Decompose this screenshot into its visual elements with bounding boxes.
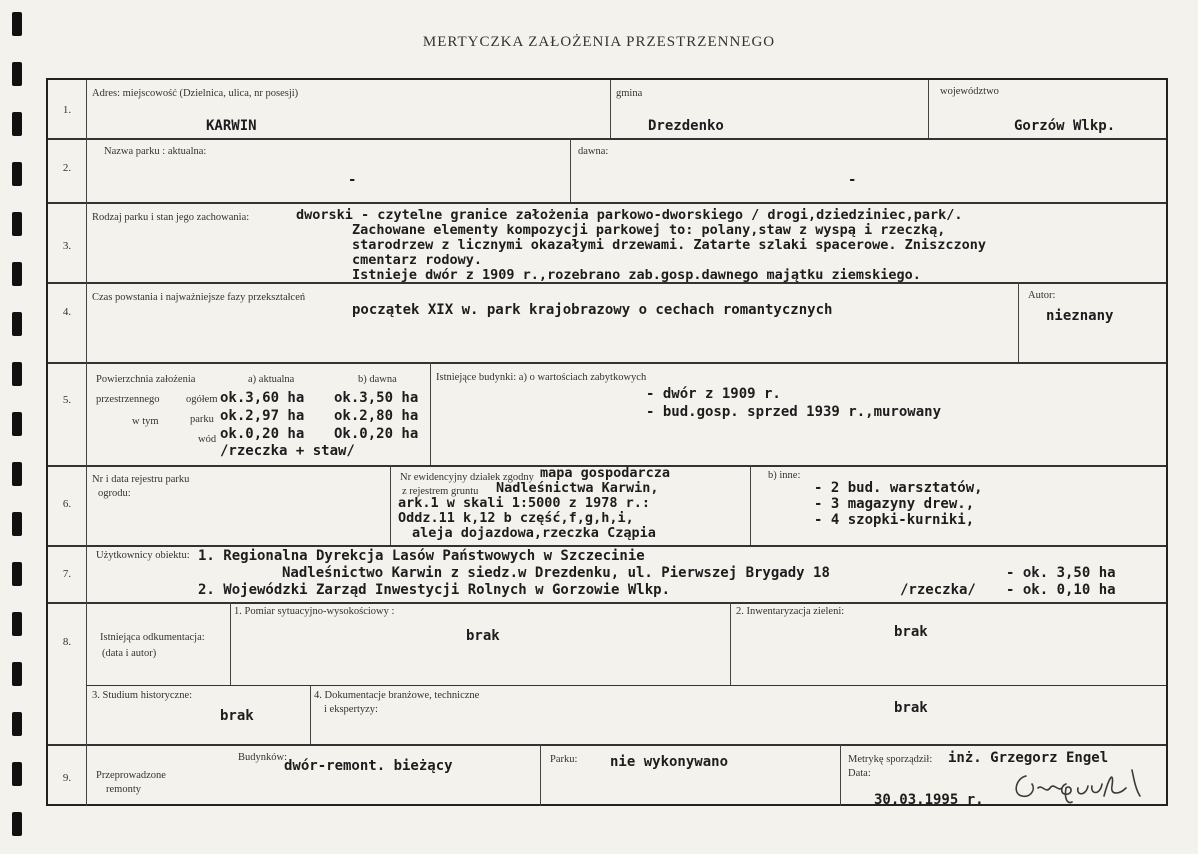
author-label: Autor: bbox=[1028, 290, 1056, 301]
park-type-line: starodrzew z licznymi okazałymi drzewami. Zatarte szlaki spacerowe. Zniszczony bbox=[352, 237, 986, 253]
area-water-label: wód bbox=[198, 434, 217, 445]
cell-divider bbox=[610, 80, 611, 138]
cell-divider bbox=[570, 138, 571, 202]
row-number: 3. bbox=[62, 240, 72, 252]
plot-label-2: z rejestrem gruntu bbox=[402, 486, 479, 497]
area-park-current: ok.2,97 ha bbox=[220, 408, 305, 424]
other-building: - 2 bud. warsztatów, bbox=[814, 480, 983, 496]
row-divider bbox=[48, 202, 1166, 204]
park-type-line: cmentarz rodowy. bbox=[352, 252, 483, 268]
binder-hole bbox=[12, 662, 22, 686]
repairs-label-2: remonty bbox=[106, 784, 141, 795]
cell-divider bbox=[430, 362, 431, 465]
building-repairs-value: dwór-remont. bieżący bbox=[284, 758, 453, 774]
row-divider bbox=[86, 685, 1166, 686]
register-label-1: Nr i data rejestru parku bbox=[92, 474, 190, 485]
area-label-1: Powierzchnia założenia bbox=[96, 374, 196, 385]
cell-divider bbox=[928, 80, 929, 138]
technical-docs-label-1: 4. Dokumentacje branżowe, techniczne bbox=[314, 690, 480, 701]
binder-holes bbox=[0, 0, 30, 854]
creation-time-label: Czas powstania i najważniejsze fazy przekształceń bbox=[92, 292, 306, 303]
cell-divider bbox=[390, 465, 391, 545]
author-value: nieznany bbox=[1046, 308, 1114, 324]
address-value: KARWIN bbox=[206, 118, 257, 134]
binder-hole bbox=[12, 12, 22, 36]
binder-hole bbox=[12, 612, 22, 636]
binder-hole bbox=[12, 312, 22, 336]
building-repairs-label: Budynków: bbox=[238, 752, 288, 763]
creation-time-value: początek XIX w. park krajobrazowy o cechach romantycznych bbox=[352, 302, 833, 318]
row-number: 1. bbox=[62, 104, 72, 116]
address-label: Adres: miejscowość (Dzielnica, ulica, nr posesji) bbox=[92, 88, 299, 99]
park-type-description bbox=[296, 208, 986, 283]
plot-label-1: Nr ewidencyjny działek zgodny bbox=[400, 472, 534, 483]
plot-description bbox=[398, 466, 748, 541]
survey-label: 1. Pomiar sytuacyjno-wysokościowy : bbox=[234, 606, 395, 617]
binder-hole bbox=[12, 562, 22, 586]
cell-divider bbox=[750, 465, 751, 545]
row-number: 4. bbox=[62, 306, 72, 318]
historic-building: - bud.gosp. sprzed 1939 r.,murowany bbox=[646, 404, 942, 420]
user-line: Nadleśnictwo Karwin z siedz.w Drezdenku, ul. Pierwszej Brygady 18 bbox=[282, 565, 830, 581]
cell-divider bbox=[230, 602, 231, 685]
greenery-label: 2. Inwentaryzacja zieleni: bbox=[736, 606, 845, 617]
row-number: 6. bbox=[62, 498, 72, 510]
park-name-former-label: dawna: bbox=[578, 146, 609, 157]
park-repairs-label: Parku: bbox=[550, 754, 578, 765]
row-number: 7. bbox=[62, 568, 72, 580]
area-label-3: w tym bbox=[132, 416, 159, 427]
park-type-line: Istnieje dwór z 1909 r.,rozebrano zab.gosp.dawnego majątku ziemskiego. bbox=[352, 267, 921, 283]
row-number: 8. bbox=[62, 636, 72, 648]
binder-hole bbox=[12, 62, 22, 86]
area-current-header: a) aktualna bbox=[248, 374, 295, 385]
area-water-former: Ok.0,20 ha bbox=[334, 426, 419, 442]
other-buildings-label: b) inne: bbox=[768, 470, 801, 481]
binder-hole bbox=[12, 412, 22, 436]
binder-hole bbox=[12, 762, 22, 786]
buildings-label: Istniejące budynki: a) o wartościach zabytkowych bbox=[436, 372, 647, 383]
cell-divider bbox=[1018, 282, 1019, 362]
documentation-label-2: (data i autor) bbox=[102, 648, 157, 659]
number-column-divider bbox=[86, 80, 87, 806]
row-divider bbox=[48, 602, 1166, 604]
park-type-label: Rodzaj parku i stan jego zachowania: bbox=[92, 212, 250, 223]
row-divider bbox=[48, 138, 1166, 140]
prepared-by-value: inż. Grzegorz Engel bbox=[948, 750, 1109, 766]
user-note: /rzeczka/ bbox=[900, 582, 976, 598]
row-divider bbox=[48, 362, 1166, 364]
cell-divider bbox=[730, 602, 731, 685]
area-former-header: b) dawna bbox=[358, 374, 397, 385]
page-title: MERTYCZKA ZAŁOŻENIA PRZESTRZENNEGO bbox=[422, 34, 776, 50]
survey-value: brak bbox=[466, 628, 500, 644]
plot-line: ark.1 w skali 1:5000 z 1978 r.: bbox=[398, 495, 650, 511]
other-building: - 4 szopki-kurniki, bbox=[814, 512, 975, 528]
binder-hole bbox=[12, 112, 22, 136]
area-park-former: ok.2,80 ha bbox=[334, 408, 419, 424]
history-study-value: brak bbox=[220, 708, 254, 724]
history-study-label: 3. Studium historyczne: bbox=[92, 690, 193, 701]
cell-divider bbox=[540, 744, 541, 806]
row-number: 9. bbox=[62, 772, 72, 784]
date-value: 30.03.1995 r. bbox=[874, 792, 984, 808]
user-line: 2. Wojewódzki Zarząd Inwestycji Rolnych w Gorzowie Wlkp. bbox=[198, 582, 671, 598]
historic-building: - dwór z 1909 r. bbox=[646, 386, 781, 402]
gmina-value: Drezdenko bbox=[648, 118, 724, 134]
user-area: - ok. 3,50 ha bbox=[1006, 565, 1116, 581]
plot-line: mapa gospodarcza bbox=[540, 465, 671, 481]
park-type-line: dworski - czytelne granice założenia parkowo-dworskiego / drogi,dziedziniec,park/. bbox=[296, 207, 963, 223]
area-total-label: ogółem bbox=[186, 394, 218, 405]
cell-divider bbox=[840, 744, 841, 806]
area-water-current: ok.0,20 ha bbox=[220, 426, 305, 442]
row-divider bbox=[48, 744, 1166, 746]
greenery-value: brak bbox=[894, 624, 928, 640]
date-label: Data: bbox=[848, 768, 871, 779]
area-total-current: ok.3,60 ha bbox=[220, 390, 305, 406]
plot-line: Oddz.11 k,12 b część,f,g,h,i, bbox=[398, 510, 634, 526]
technical-docs-value: brak bbox=[894, 700, 928, 716]
technical-docs-label-2: i ekspertyzy: bbox=[324, 704, 378, 715]
row-number: 2. bbox=[62, 162, 72, 174]
binder-hole bbox=[12, 162, 22, 186]
binder-hole bbox=[12, 262, 22, 286]
prepared-by-label: Metrykę sporządził: bbox=[848, 754, 933, 765]
binder-hole bbox=[12, 812, 22, 836]
cell-divider bbox=[310, 685, 311, 744]
binder-hole bbox=[12, 512, 22, 536]
documentation-label-1: Istniejąca odkumentacja: bbox=[100, 632, 205, 643]
plot-line: aleja dojazdowa,rzeczka Cząpia bbox=[412, 525, 656, 541]
binder-hole bbox=[12, 212, 22, 236]
other-building: - 3 magazyny drew., bbox=[814, 496, 975, 512]
user-line: 1. Regionalna Dyrekcja Lasów Państwowych w Szczecinie bbox=[198, 548, 645, 564]
register-label-2: ogrodu: bbox=[98, 488, 131, 499]
park-name-current-value: - bbox=[348, 172, 357, 188]
binder-hole bbox=[12, 712, 22, 736]
row-divider bbox=[48, 545, 1166, 547]
area-water-note: /rzeczka + staw/ bbox=[220, 443, 355, 459]
park-type-line: Zachowane elementy kompozycji parkowej to: polany,staw z wyspą i rzeczką, bbox=[352, 222, 946, 238]
binder-hole bbox=[12, 462, 22, 486]
voivodeship-value: Gorzów Wlkp. bbox=[1014, 118, 1116, 134]
park-name-current-label: Nazwa parku : aktualna: bbox=[104, 146, 207, 157]
users-label: Użytkownicy obiektu: bbox=[96, 550, 190, 561]
area-label-2: przestrzennego bbox=[96, 394, 160, 405]
park-name-former-value: - bbox=[848, 172, 857, 188]
user-area: - ok. 0,10 ha bbox=[1006, 582, 1116, 598]
voivodeship-label: województwo bbox=[940, 86, 999, 97]
repairs-label-1: Przeprowadzone bbox=[96, 770, 166, 781]
binder-hole bbox=[12, 362, 22, 386]
area-total-former: ok.3,50 ha bbox=[334, 390, 419, 406]
park-record-form bbox=[46, 78, 1168, 806]
area-park-label: parku bbox=[190, 414, 214, 425]
handwritten-signature bbox=[1008, 766, 1168, 806]
row-number: 5. bbox=[62, 394, 72, 406]
plot-line: Nadleśnictwa Karwin, bbox=[496, 480, 659, 496]
gmina-label: gmina bbox=[616, 88, 643, 99]
park-repairs-value: nie wykonywano bbox=[610, 754, 729, 770]
